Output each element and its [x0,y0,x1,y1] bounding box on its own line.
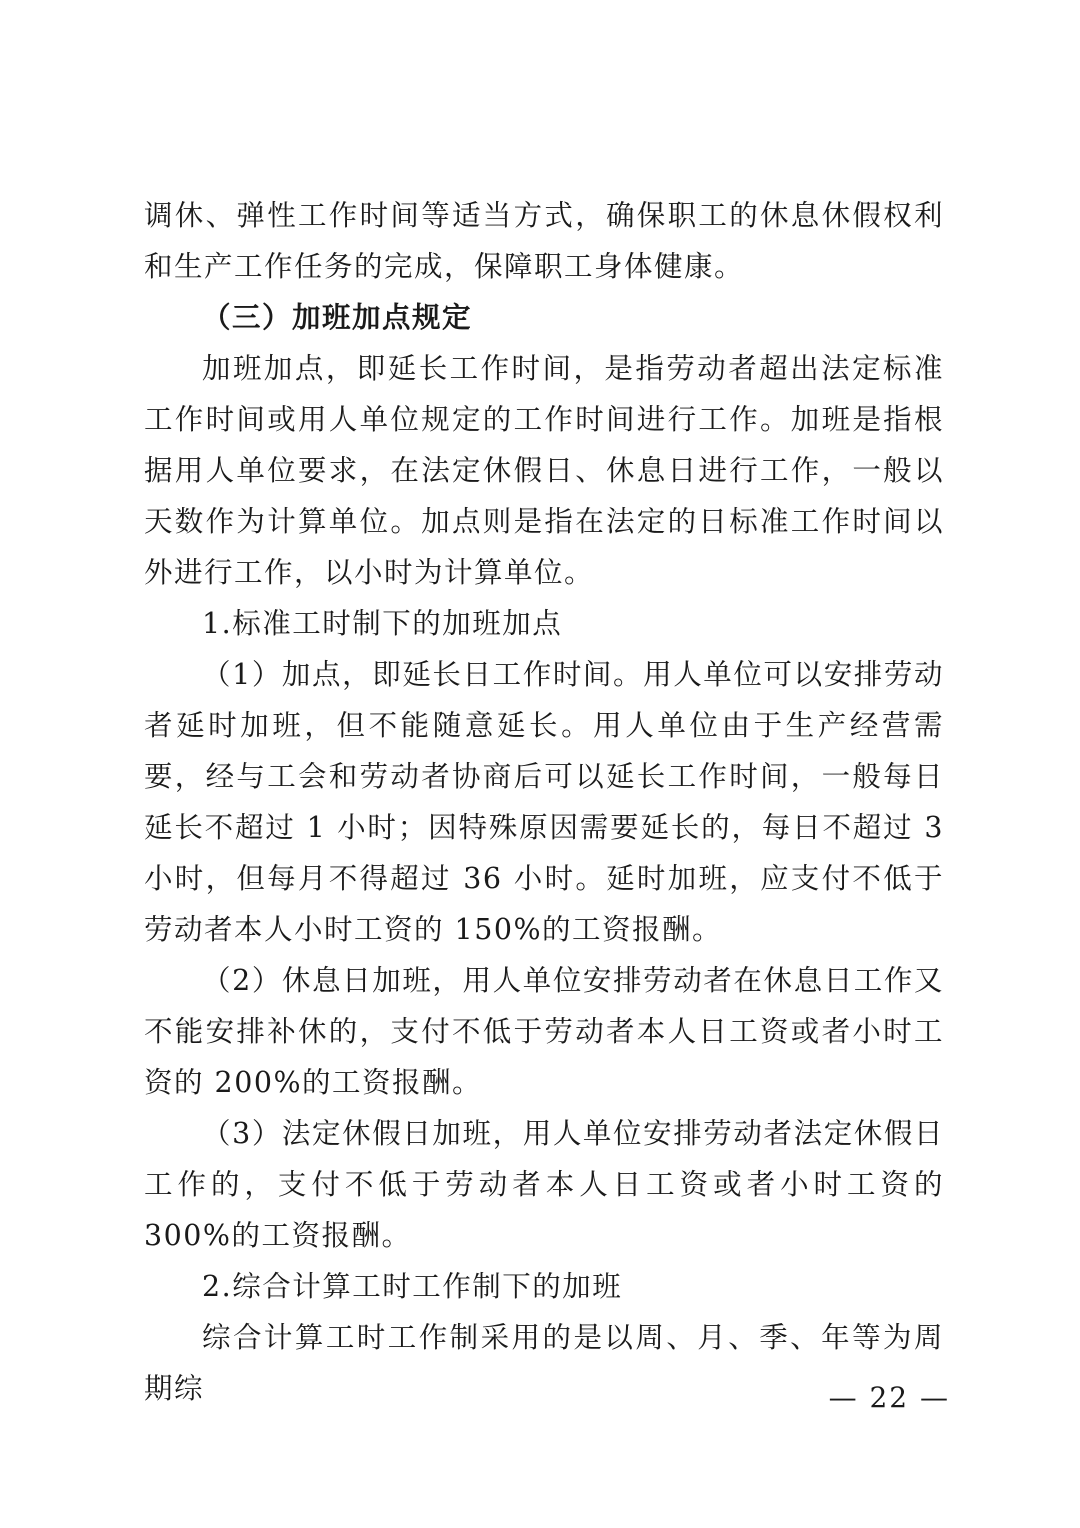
paragraph-item-1: （1）加点，即延长日工作时间。用人单位可以安排劳动者延时加班，但不能随意延长。用人单位由于生产经营需要，经与工会和劳动者协商后可以延长工作时间，一般每日延长不超过 1 小时；因特殊原因需要延长的，每日不超过 3 小时，但每月不得超过 36 小时。延时加班，应支付不低于劳动者本人小时工资的 150%的工资报酬。 [144,658,944,946]
body-text [144,190,944,1414]
section-heading: （三）加班加点规定 [202,301,473,334]
paragraph-continuation: 调休、弹性工作时间等适当方式，确保职工的休息休假权利和生产工作任务的完成，保障职工身体健康。 [144,199,944,283]
paragraph-definition: 加班加点，即延长工作时间，是指劳动者超出法定标准工作时间或用人单位规定的工作时间进行工作。加班是指根据用人单位要求，在法定休假日、休息日进行工作，一般以天数作为计算单位。加点则是指在法定的日标准工作时间以外进行工作，以小时为计算单位。 [144,352,944,589]
paragraph-item-2: （2）休息日加班，用人单位安排劳动者在休息日工作又不能安排补休的，支付不低于劳动者本人日工资或者小时工资的 200%的工资报酬。 [144,964,944,1099]
paragraph-comprehensive: 综合计算工时工作制采用的是以周、月、季、年等为周期综 [144,1321,944,1405]
paragraph-item-3: （3）法定休假日加班，用人单位安排劳动者法定休假日工作的，支付不低于劳动者本人日工资或者小时工资的 300%的工资报酬。 [144,1117,944,1252]
subheading-comprehensive-hours: 2.综合计算工时工作制下的加班 [202,1270,623,1303]
page-number: — 22 — [828,1381,950,1414]
subheading-standard-hours: 1.标准工时制下的加班加点 [202,607,563,640]
